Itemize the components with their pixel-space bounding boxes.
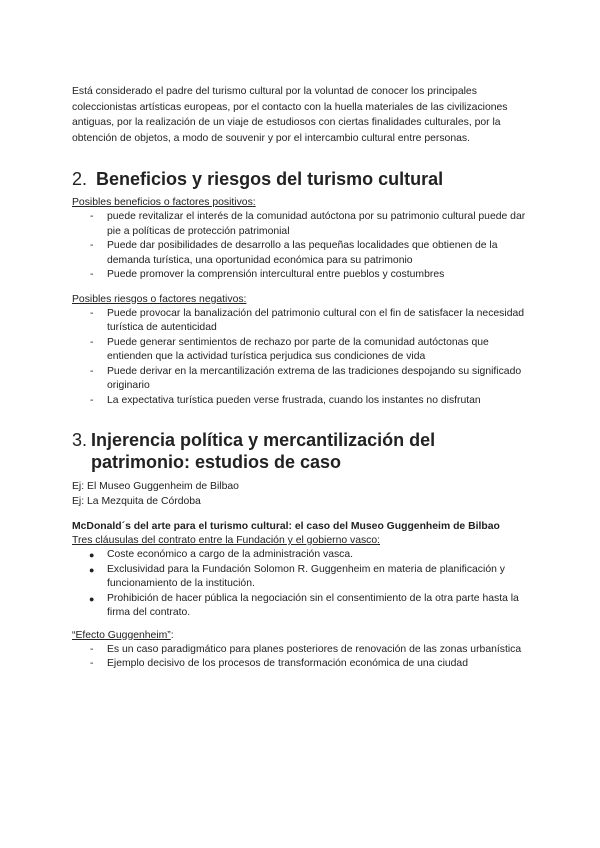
list-item: - Puede derivar en la mercantilización extrema de las tradiciones despojando su significado originario: [90, 365, 522, 391]
example-line: Ej: El Museo Guggenheim de Bilbao: [72, 481, 239, 492]
list-item: - Es un caso paradigmático para planes posteriores de renovación de las zonas urbanística: [90, 643, 522, 655]
case-title: McDonald´s del arte para el turismo cultural: el caso del Museo Guggenheim de Bilbao: [72, 521, 500, 532]
examples-block: [72, 479, 532, 509]
document-page: [72, 84, 532, 672]
section-3-number: 3.: [72, 430, 88, 450]
example-line: Ej: La Mezquita de Córdoba: [72, 496, 201, 507]
list-item: - Puede dar posibilidades de desarrollo a las pequeñas localidades que obtienen de la demanda turística, una oportunidad económica para su patrimonio: [90, 240, 498, 266]
section-2-title: Beneficios y riesgos del turismo cultural: [96, 169, 444, 189]
benefits-list: [72, 210, 532, 283]
benefits-label: Posibles beneficios o factores positivos: [72, 197, 253, 208]
section-2-heading: [72, 168, 532, 190]
list-item: ● Coste económico a cargo de la administración vasca.: [89, 549, 354, 560]
section-3-heading: [72, 429, 532, 473]
section-2-number: 2.: [72, 169, 88, 189]
list-item: ● Exclusividad para la Fundación Solomon R. Guggenheim en materia de planificación y funcionamiento de la institución.: [89, 563, 505, 589]
list-item: - Puede generar sentimientos de rechazo por parte de la comunidad autóctonas que entienden que la actividad turística perjudica sus condiciones de vida: [90, 336, 489, 362]
risks-list: [72, 307, 532, 409]
list-item: - Ejemplo decisivo de los procesos de transformación económica de una ciudad: [90, 658, 468, 669]
effect-list: [72, 643, 532, 672]
clauses-label-row: Tres cláusulas del contrato entre la Fundación y el gobierno vasco:: [72, 535, 381, 546]
risks-label: Posibles riesgos o factores negativos: [72, 293, 244, 305]
effect-label: “Efecto Guggenheim”: [72, 629, 171, 641]
list-item: - La expectativa turística pueden verse frustrada, cuando los instantes no disfrutan: [90, 394, 481, 406]
list-item: ● Prohibición de hacer pública la negociación sin el consentimiento de la otra parte hasta la firma del contrato.: [89, 592, 519, 618]
list-item: - puede revitalizar el interés de la comunidad autóctona por su patrimonio cultural puede dar pie a políticas de protección patrimonial: [90, 211, 526, 237]
clauses-label: Tres cláusulas del contrato entre la Fundación y el gobierno vasco: [72, 535, 378, 546]
clauses-list: [72, 548, 532, 621]
benefits-label-row: Posibles beneficios o factores positivos:: [72, 197, 256, 208]
effect-label-row: “Efecto Guggenheim”:: [72, 629, 174, 641]
risks-label-row: Posibles riesgos o factores negativos:: [72, 293, 247, 305]
intro-paragraph: Está considerado el padre del turismo cultural por la voluntad de conocer los principales coleccionistas artísticas europeas, por el contacto con la huella materiales de las civilizaciones antiguas, por la realización de un viaje de estudiosos con ciertas finalidades culturales, por la obtención de objetos, a modo de souvenir y por el intercambio cultural entre personas.: [72, 86, 508, 144]
list-item: - Puede promover la comprensión intercultural entre pueblos y costumbres: [90, 269, 445, 280]
list-item: - Puede provocar la banalización del patrimonio cultural con el fin de satisfacer la necesidad turística de autenticidad: [90, 307, 525, 333]
section-3-title: Injerencia política y mercantilización del patrimonio: estudios de caso: [91, 430, 436, 472]
